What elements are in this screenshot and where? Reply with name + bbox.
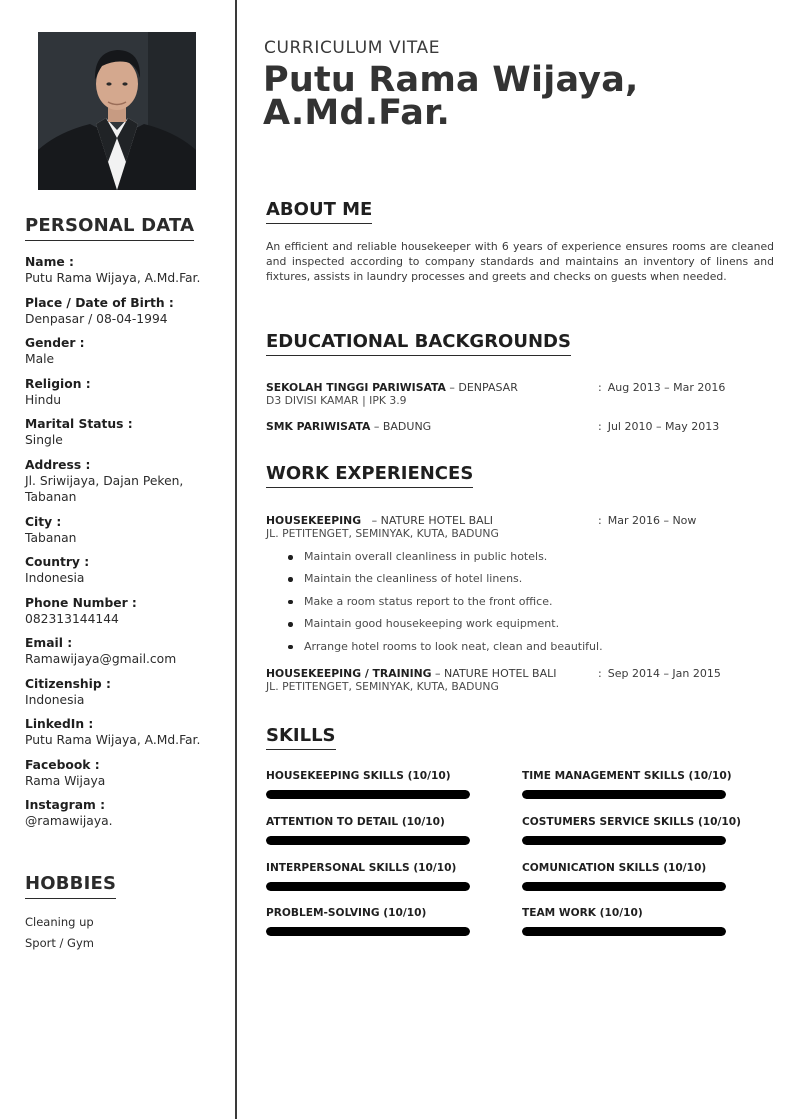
skill-bar-fill [522,836,726,845]
skills-heading: SKILLS [266,725,336,750]
skill-bar [522,790,726,799]
personal-data-item [25,416,230,449]
education-title: SMK PARIWISATA – BADUNG [266,420,432,433]
personal-data-label: Address : [25,457,91,472]
hobbies-heading: HOBBIES [25,873,116,899]
skill-item [266,907,476,936]
school-name: SEKOLAH TINGGI PARIWISATA [266,381,446,394]
personal-data-label: Gender : [25,336,85,350]
school-location: DENPASAR [458,381,518,394]
personal-data-item [25,554,230,587]
personal-data-heading: PERSONAL DATA [25,215,194,241]
personal-data-item [25,335,230,368]
hobby-item: Sport / Gym [25,935,94,950]
list-item: Maintain good housekeeping work equipment. [288,613,768,635]
column-divider [235,0,237,1119]
skill-item [522,862,732,891]
list-item: Make a room status report to the front office. [288,591,768,613]
work-period: : Sep 2014 – Jan 2015 [598,667,721,680]
person-portrait-icon [38,32,196,190]
skill-name: ATTENTION TO DETAIL (10/10) [266,816,445,828]
skill-bar [266,790,470,799]
personal-data-label: Facebook : [25,757,100,772]
personal-data-label: Country : [25,555,90,569]
job-title: HOUSEKEEPING [266,514,362,527]
work-duties-list [288,546,768,658]
company-address: JL. PETITENGET, SEMINYAK, KUTA, BADUNG [266,527,499,540]
personal-data-list [25,254,230,838]
skill-bar-fill [266,790,470,799]
company-address: JL. PETITENGET, SEMINYAK, KUTA, BADUNG [266,680,499,693]
skill-bar-fill [522,927,726,936]
personal-data-value: Indonesia [25,692,85,707]
personal-data-item [25,376,230,409]
personal-data-label: Email : [25,636,73,650]
personal-data-item [25,635,230,668]
personal-data-item [25,457,230,506]
cv-label: CURRICULUM VITAE [264,38,441,58]
personal-data-value: Single [25,433,63,447]
skill-name: HOUSEKEEPING SKILLS (10/10) [266,770,451,782]
skill-item [522,770,732,799]
personal-data-item [25,757,230,790]
skill-name: COMUNICATION SKILLS (10/10) [522,862,707,874]
personal-data-label: Instagram : [25,798,106,812]
skill-bar [266,836,470,845]
skill-bar [522,882,726,891]
work-heading: WORK EXPERIENCES [266,463,473,488]
sidebar [0,0,235,1119]
personal-data-value: Male [25,352,55,366]
skill-item [522,907,732,936]
personal-data-value: Hindu [25,392,62,407]
personal-data-value: Denpasar / 08-04-1994 [25,311,168,326]
skill-bar [522,927,726,936]
company-name: – NATURE HOTEL BALI [371,514,494,527]
skill-name: COSTUMERS SERVICE SKILLS (10/10) [522,816,741,828]
personal-data-item [25,295,230,328]
personal-data-value: @ramawijaya. [25,814,113,828]
personal-data-label: Religion : [25,376,91,391]
personal-data-label: Phone Number : [25,595,137,610]
skill-item [266,770,476,799]
work-title [266,514,776,527]
personal-data-value: 082313144144 [25,611,119,626]
education-title: SEKOLAH TINGGI PARIWISATA – DENPASAR [266,381,518,394]
education-detail: D3 DIVISI KAMAR | IPK 3.9 [266,394,407,407]
personal-data-label: LinkedIn : [25,717,94,731]
personal-data-item [25,595,230,628]
skill-item [266,816,476,845]
education-entry [266,420,776,433]
education-entry [266,381,776,407]
personal-data-label: Citizenship : [25,676,111,691]
personal-data-label: Marital Status : [25,417,133,431]
skill-bar-fill [266,836,470,845]
list-item: Maintain the cleanliness of hotel linens. [288,568,768,590]
skill-bar-fill [266,927,470,936]
education-period: : Aug 2013 – Mar 2016 [598,381,726,394]
work-entry [266,667,776,693]
personal-data-value: Jl. Sriwijaya, Dajan Peken, Tabanan [25,473,184,504]
skill-name: TIME MANAGEMENT SKILLS (10/10) [522,770,732,782]
personal-data-value: Ramawijaya@gmail.com [25,652,177,666]
skill-name: INTERPERSONAL SKILLS (10/10) [266,862,457,874]
hobbies-list [25,912,94,953]
skill-bar-fill [522,882,726,891]
school-location: BADUNG [382,420,432,433]
personal-data-value: Putu Rama Wijaya, A.Md.Far. [25,733,201,747]
about-heading: ABOUT ME [266,199,372,224]
skill-bar-fill [522,790,726,799]
skill-bar [522,836,726,845]
school-name: SMK PARIWISATA [266,420,371,433]
job-title: HOUSEKEEPING / TRAINING [266,667,432,680]
about-text: An efficient and reliable housekeeper with 6 years of experience ensures rooms are cleaned and inspected according to company standards and maintains an inventory of linens and fixtures, assists in laundry processes and greets and checks on guests when needed. [266,240,774,284]
skill-bar-fill [266,882,470,891]
skill-item [522,816,741,845]
skill-bar [266,882,470,891]
personal-data-value: Rama Wijaya [25,773,106,788]
personal-data-value: Putu Rama Wijaya, A.Md.Far. [25,271,201,285]
work-entry [266,514,776,540]
candidate-name: Putu Rama Wijaya, A.Md.Far. [263,60,639,133]
profile-photo [38,32,196,190]
personal-data-label: City : [25,514,62,529]
skill-bar [266,927,470,936]
personal-data-item [25,797,230,830]
skill-name: PROBLEM-SOLVING (10/10) [266,907,427,919]
personal-data-item [25,676,230,709]
list-item: Arrange hotel rooms to look neat, clean and beautiful. [288,636,768,658]
personal-data-item [25,514,230,547]
personal-data-item [25,254,230,287]
skill-item [266,862,476,891]
personal-data-label: Place / Date of Birth : [25,295,174,310]
education-heading: EDUCATIONAL BACKGROUNDS [266,331,571,356]
skill-name: TEAM WORK (10/10) [522,907,643,919]
personal-data-item [25,716,230,749]
personal-data-label: Name : [25,255,74,269]
company-name: – NATURE HOTEL BALI [435,667,557,680]
work-period: : Mar 2016 – Now [598,514,697,527]
list-item: Maintain overall cleanliness in public hotels. [288,546,768,568]
education-period: : Jul 2010 – May 2013 [598,420,720,433]
personal-data-value: Tabanan [25,530,77,545]
hobby-item: Cleaning up [25,915,94,929]
personal-data-value: Indonesia [25,571,85,585]
